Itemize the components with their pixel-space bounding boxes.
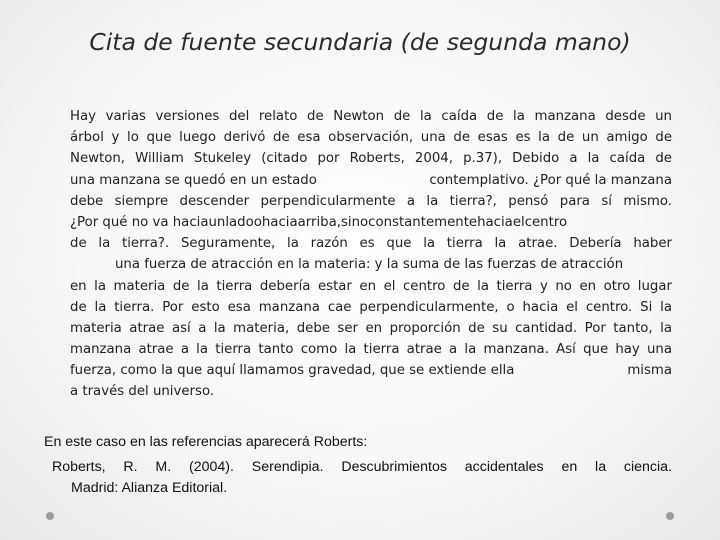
quote-line: Newton, William Stukeley (citado por Roberts, 2004, p.37), Debido a la caída de bbox=[70, 151, 672, 167]
quote-line: debe siempre descender perpendicularmente a la tierra?, pensó para sí mismo. bbox=[70, 193, 672, 209]
quote-line: a través del universo. bbox=[70, 384, 215, 400]
quote-line-split bbox=[70, 360, 672, 381]
quote-line-part: fuerza, como la que aquí llamamos gravedad, que se extiende ella bbox=[70, 363, 515, 379]
slide-title: Cita de fuente secundaria (de segunda mano) bbox=[89, 28, 631, 56]
quote-line: Hay varias versiones del relato de Newton de la caída de la manzana desde un bbox=[70, 109, 672, 124]
quote-block bbox=[70, 106, 672, 403]
quote-line-part: misma bbox=[627, 363, 672, 379]
quote-line-part: contemplativo. ¿Por qué la manzana bbox=[429, 172, 672, 188]
reference-line: Roberts, R. M. (2004). Serendipia. Descubrimientos accidentales en la ciencia. bbox=[52, 459, 672, 475]
quote-line-part: una manzana se quedó en un estado bbox=[70, 172, 317, 188]
quote-line: de la tierra. Por esto esa manzana cae perpendicularmente, o hacia el centro. Si la bbox=[70, 299, 672, 315]
quote-line: manzana atrae a la tierra tanto como la tierra atrae a la manzana. Así que hay una bbox=[70, 342, 672, 358]
quote-line: árbol y lo que luego derivó de esa observación, una de esas es la de un amigo de bbox=[70, 130, 672, 146]
reference-entry bbox=[52, 457, 672, 499]
reference-line: Madrid: Alianza Editorial. bbox=[71, 480, 228, 496]
corner-dot-icon bbox=[666, 512, 674, 520]
references-intro: En este caso en las referencias aparecerá Roberts: bbox=[44, 434, 368, 450]
quote-line: una fuerza de atracción en la materia: y la suma de las fuerzas de atracción bbox=[115, 257, 624, 273]
quote-line: de la tierra?. Seguramente, la razón es que la tierra la atrae. Debería haber bbox=[70, 236, 672, 252]
quote-line: en la materia de la tierra debería estar en el centro de la tierra y no en otro lugar bbox=[70, 278, 672, 294]
quote-line: ¿Por qué no va haciaunladoohaciaarriba,sinoconstantementehaciaelcentro bbox=[70, 214, 568, 230]
quote-line: materia atrae así a la materia, debe ser en proporción de su cantidad. Por tanto, la bbox=[70, 320, 672, 336]
quote-line-split bbox=[70, 170, 672, 191]
corner-dot-icon bbox=[46, 512, 54, 520]
